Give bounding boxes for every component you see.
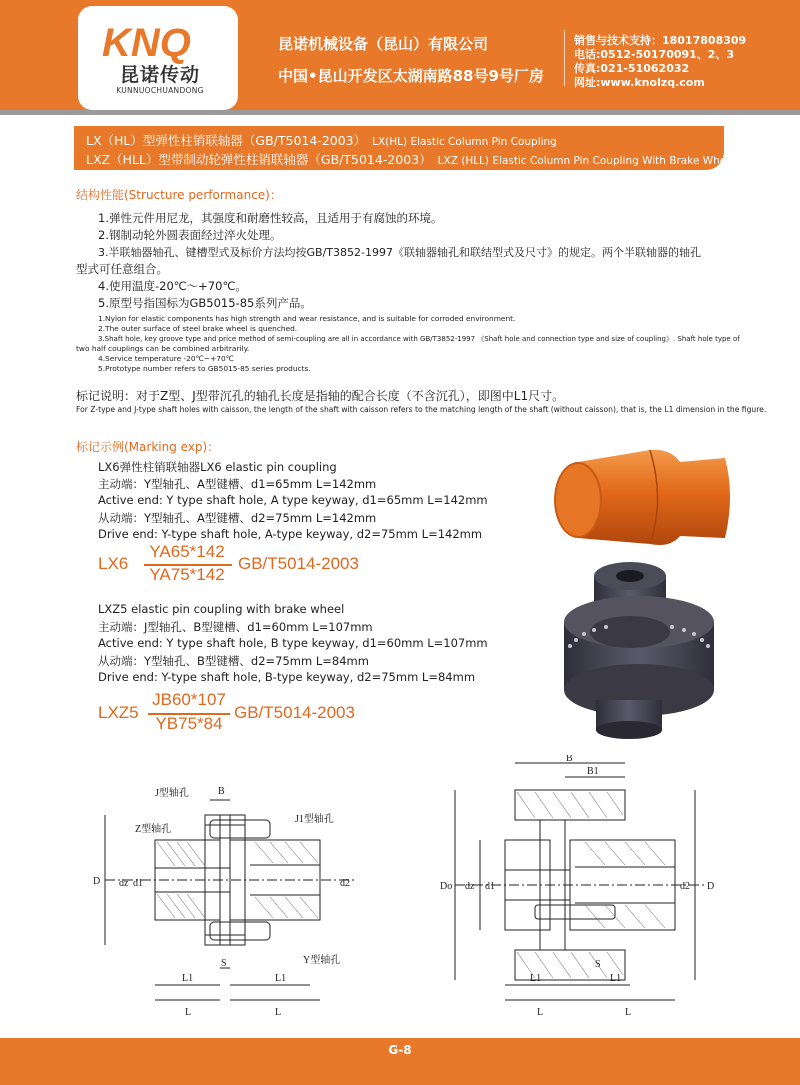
structure-cn-item: 型式可任意组合。 xyxy=(76,262,168,276)
example1-line: Drive end: Y-type shaft hole, A-type keyway, d2=75mm L=142mm xyxy=(98,527,483,541)
example1-title: LX6弹性柱销联轴器LX6 elastic pin coupling xyxy=(98,460,337,474)
label2-d1: d1 xyxy=(485,881,495,892)
structure-en-item: 5.Prototype number refers to GB5015-85 series products. xyxy=(98,364,311,373)
structure-en-item: two half couplings can be combined arbitrarily. xyxy=(76,344,250,353)
label-j-hole: J型轴孔 xyxy=(155,788,189,799)
label2-s: S xyxy=(595,959,601,970)
contact-sales: 销售与技术支持：18017808309 xyxy=(574,34,747,47)
formula2-denominator: YB75*84 xyxy=(155,714,223,733)
logo-mark xyxy=(98,18,218,64)
label2-l-left: L xyxy=(537,1007,544,1018)
label2-l1-left: L1 xyxy=(530,973,542,984)
label2-d2: d2 xyxy=(680,881,690,892)
formula1-numerator: YA65*142 xyxy=(149,542,225,561)
marking-note-en: For Z-type and J-type shaft holes with caisson, the length of the shaft with caisson refers to the matching length of the shaft (without caisson), that is, the L1 dimension in the figure. xyxy=(76,405,767,414)
title-line-2-en: LXZ (HLL) Elastic Column Pin Coupling With Brake Wheel xyxy=(437,155,736,167)
marking-note-cn: 标记说明：对于Z型、J型带沉孔的轴孔长度是指轴的配合长度（不含沉孔），即图中L1尺寸。 xyxy=(76,389,565,403)
label-j1-hole: J1型轴孔 xyxy=(295,814,334,825)
logo-letters: KNQ xyxy=(102,21,191,64)
title-line-1 xyxy=(86,131,557,149)
title-line-1-en: LX(HL) Elastic Column Pin Coupling xyxy=(372,136,557,148)
example2-title: LXZ5 elastic pin coupling with brake wheel xyxy=(98,602,345,616)
structure-en-item: 1.Nylon for elastic components has high strength and wear resistance, and is suitable for corroded environment. xyxy=(98,314,516,323)
label-l1-right: L1 xyxy=(275,973,287,984)
company-address: 中国•昆山开发区太湖南路88号9号厂房 xyxy=(278,67,544,85)
example2-line: 主动端：J型轴孔、B型键槽、d1=60mm L=107mm xyxy=(98,620,373,634)
header-divider xyxy=(564,30,565,86)
structure-en-item: 2.The outer surface of steel brake wheel is quenched. xyxy=(98,324,298,333)
label-l-left: L xyxy=(185,1007,192,1018)
title-line-2 xyxy=(86,150,736,168)
title-line-2-cn: LXZ（HLL）型带制动轮弹性柱销联轴器（GB/T5014-2003） xyxy=(86,152,432,167)
logo-cn-text: 昆诺传动 xyxy=(119,64,200,86)
label-b: B xyxy=(218,786,225,797)
label2-dz: dz xyxy=(465,881,475,892)
formula2-prefix: LXZ5 xyxy=(98,703,139,722)
lxz-coupling-photo xyxy=(556,560,726,740)
label-d2: d2 xyxy=(340,878,350,889)
logo-en-text: KUNNUOCHUANDONG xyxy=(116,86,204,95)
formula2-standard: GB/T5014-2003 xyxy=(234,703,355,722)
label-dz: dz xyxy=(119,878,129,889)
label2-b1: B1 xyxy=(587,766,599,777)
contact-website[interactable]: 网址:www.knolzq.com xyxy=(574,76,705,89)
example2-line: 从动端：Y型轴孔、B型键槽、d2=75mm L=84mm xyxy=(98,654,369,668)
label2-l1-right: L1 xyxy=(610,973,622,984)
lx-technical-drawing xyxy=(85,770,375,1025)
example1-line: Active end: Y type shaft hole, A type keyway, d1=65mm L=142mm xyxy=(98,493,488,507)
label2-b: B xyxy=(566,755,573,764)
formula1-standard: GB/T5014-2003 xyxy=(238,554,359,573)
structure-cn-item: 2.钢制动轮外圆表面经过淬火处理。 xyxy=(98,228,282,242)
marking-example-heading: 标记示例(Marking exp)： xyxy=(76,440,220,454)
formula1-prefix: LX6 xyxy=(98,554,129,573)
structure-cn-item: 4.使用温度-20℃～+70℃。 xyxy=(98,279,247,293)
label-l1-left: L1 xyxy=(182,973,194,984)
formula2-numerator: JB60*107 xyxy=(152,690,226,709)
lx-coupling-photo xyxy=(520,440,750,560)
structure-cn-item: 1.弹性元件用尼龙，其强度和耐磨性较高，且适用于有腐蚀的环境。 xyxy=(98,211,443,225)
example1-line: 从动端：Y型轴孔、A型键槽、d2=75mm L=142mm xyxy=(98,511,377,525)
structure-cn-item: 3.半联轴器轴孔、键槽型式及标价方法均按GB/T3852-1997《联轴器轴孔和联结型式及尺寸》的规定。两个半联轴器的轴孔 xyxy=(98,246,701,259)
label2-d0: Do xyxy=(440,881,453,892)
label-d: D xyxy=(93,876,101,887)
structure-heading: 结构性能(Structure performance)： xyxy=(76,188,282,202)
label-d1: d1 xyxy=(133,878,143,889)
structure-en-item: 3.Shaft hole, key groove type and price method of semi-coupling are all in accordance with GB/T3852-1997 《Shaft hole and connection type and size of coupling》. Shaft hole type of xyxy=(98,335,740,343)
example2-line: Drive end: Y-type shaft hole, B-type keyway, d2=75mm L=84mm xyxy=(98,670,476,684)
contact-phone: 电话:0512-50170091、2、3 xyxy=(574,48,735,61)
label-l-right: L xyxy=(275,1007,282,1018)
example1-line: 主动端：Y型轴孔、A型键槽、d1=65mm L=142mm xyxy=(98,477,377,491)
lxz-technical-drawing xyxy=(425,755,725,1025)
label2-l-right: L xyxy=(625,1007,632,1018)
company-name: 昆诺机械设备（昆山）有限公司 xyxy=(278,35,489,53)
structure-en-item: 4.Service temperature -20℃~+70℃ xyxy=(98,354,234,363)
label2-d: D xyxy=(707,881,715,892)
page-number: G-8 xyxy=(388,1043,412,1057)
label-z-hole: Z型轴孔 xyxy=(135,824,172,835)
contact-fax: 传真:021-51062032 xyxy=(574,62,690,75)
title-line-1-cn: LX（HL）型弹性柱销联轴器（GB/T5014-2003） xyxy=(86,133,367,148)
label-y-hole: Y型轴孔 xyxy=(303,955,341,966)
formula1-denominator: YA75*142 xyxy=(149,565,225,584)
example2-line: Active end: Y type shaft hole, B type keyway, d1=60mm L=107mm xyxy=(98,636,488,650)
label-s: S xyxy=(221,958,227,969)
structure-cn-item: 5.原型号指国标为GB5015-85系列产品。 xyxy=(98,296,312,310)
